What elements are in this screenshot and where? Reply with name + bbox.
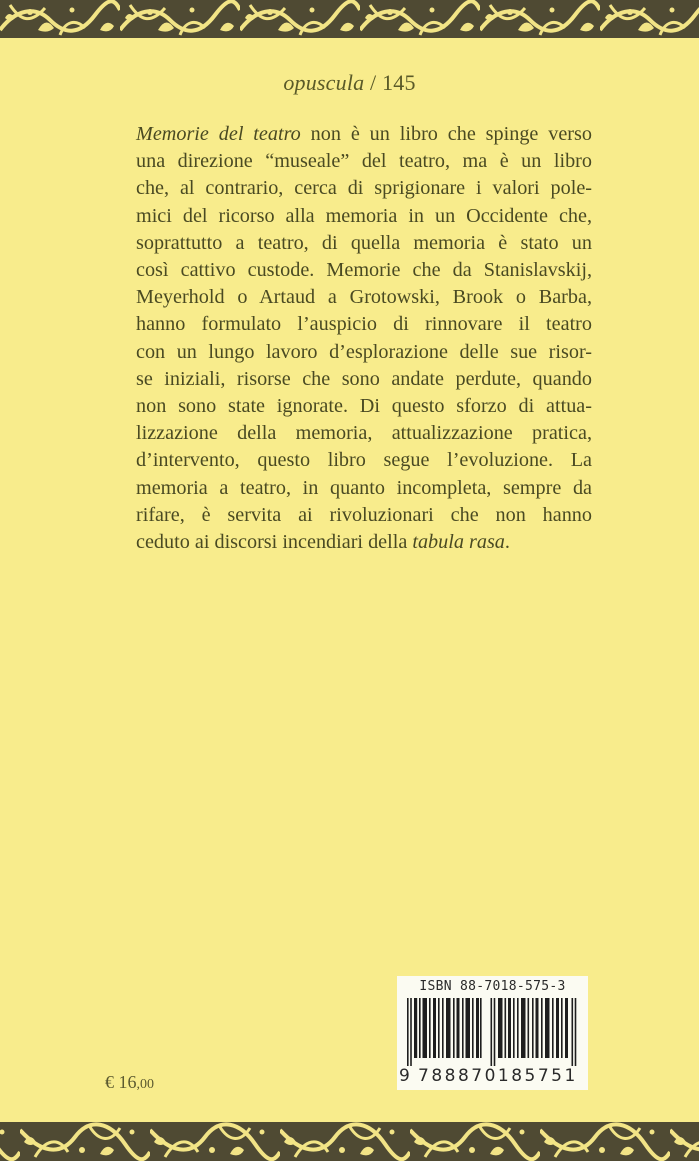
floral-ornament-icon	[0, 0, 699, 38]
price-cents: ,00	[136, 1077, 154, 1092]
blurb-line: hanno formulato l’auspicio di rinnovare il teatro	[136, 313, 592, 336]
price-label	[105, 1072, 154, 1093]
blurb-line: Memorie del teatro non è un libro che spinge verso	[136, 123, 592, 145]
floral-ornament-icon	[0, 1122, 699, 1161]
blurb-line: memoria a teatro, in quanto incompleta, sempre da	[136, 476, 592, 499]
currency-symbol: €	[105, 1072, 114, 1092]
blurb-line: Meyerhold o Artaud a Grotowski, Brook o Barba,	[136, 286, 592, 309]
ean-remaining-digits: 788870185751	[418, 1066, 578, 1086]
barcode-bars-icon	[407, 998, 579, 1066]
blurb-line: una direzione “museale” del teatro, ma è un libro	[136, 150, 592, 173]
blurb-line: ceduto ai discorsi incendiari della tabula rasa.	[136, 531, 510, 554]
top-ornamental-band	[0, 0, 699, 38]
series-number: 145	[382, 70, 416, 95]
ean-first-digit: 9	[399, 1066, 413, 1086]
isbn-number: ISBN 88-7018-575-3	[419, 979, 566, 994]
blurb-line: rifare, è servita ai rivoluzionari che non hanno	[136, 503, 592, 526]
series-name: opuscula	[283, 70, 365, 95]
book-title: Memorie del teatro	[136, 123, 301, 145]
series-separator: /	[364, 70, 383, 95]
price-whole: 16	[118, 1072, 137, 1092]
bottom-ornamental-band	[0, 1122, 699, 1161]
blurb-line: d’intervento, questo libro segue l’evoluzione. La	[136, 449, 592, 472]
blurb-line: così cattivo custode. Memorie che da Stanislavskij,	[136, 259, 592, 282]
isbn-barcode	[397, 976, 588, 1090]
latin-phrase: tabula rasa	[412, 531, 505, 554]
blurb-line: lizzazione della memoria, attualizzazione pratica,	[136, 422, 592, 445]
blurb-line: che, al contrario, cerca di sprigionare i valori pole-	[136, 177, 592, 200]
blurb-line: mici del ricorso alla memoria in un Occidente che,	[136, 204, 592, 227]
blurb-line: soprattutto a teatro, di quella memoria è stato un	[136, 231, 592, 254]
series-label	[0, 70, 699, 96]
blurb-line: con un lungo lavoro d’esplorazione delle sue risor-	[136, 340, 592, 363]
blurb-line: se iniziali, risorse che sono andate perdute, quando	[136, 367, 592, 390]
back-cover-blurb	[136, 121, 592, 556]
blurb-line: non sono state ignorate. Di questo sforzo di attua-	[136, 395, 592, 418]
